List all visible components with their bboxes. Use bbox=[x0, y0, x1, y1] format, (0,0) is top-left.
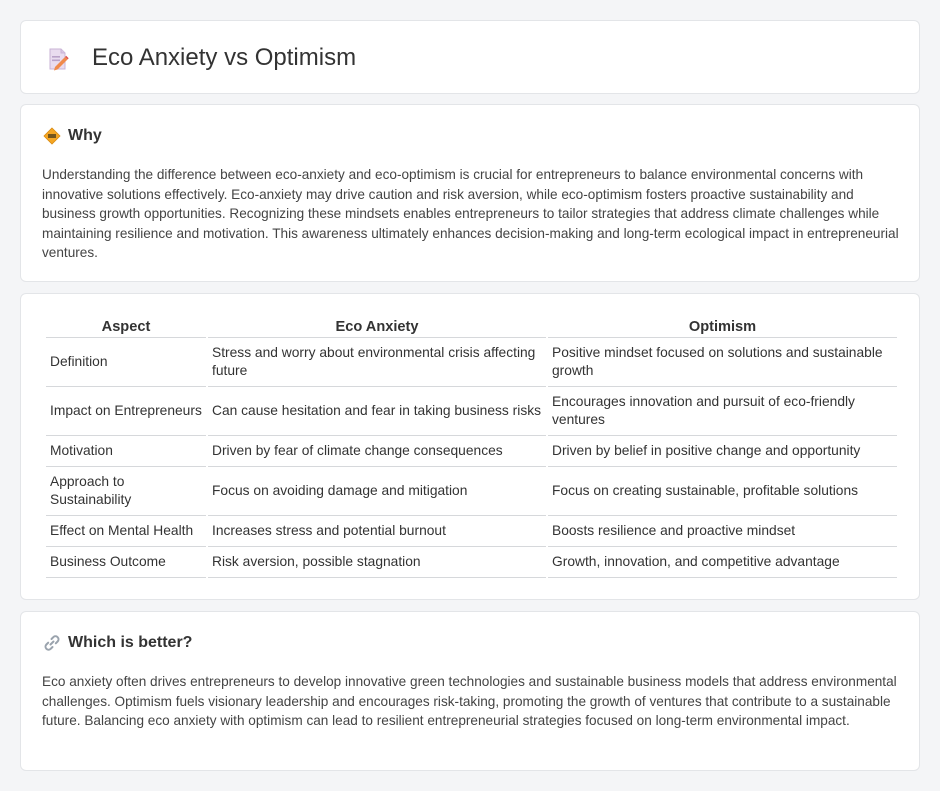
why-heading: Why bbox=[68, 127, 102, 144]
diamond-sign-icon bbox=[43, 127, 61, 145]
optimism-cell: Encourages innovation and pursuit of eco-friendly ventures bbox=[548, 387, 897, 436]
eco-anxiety-cell: Risk aversion, possible stagnation bbox=[208, 547, 546, 578]
document-pencil-icon bbox=[47, 47, 69, 71]
eco-anxiety-cell: Can cause hesitation and fear in taking business risks bbox=[208, 387, 546, 436]
table-row bbox=[46, 516, 897, 547]
optimism-cell: Boosts resilience and proactive mindset bbox=[548, 516, 897, 547]
table-row bbox=[46, 547, 897, 578]
optimism-cell: Positive mindset focused on solutions and sustainable growth bbox=[548, 338, 897, 387]
header-optimism: Optimism bbox=[548, 316, 897, 338]
comparison-table bbox=[44, 316, 899, 578]
aspect-cell: Effect on Mental Health bbox=[46, 516, 206, 547]
aspect-cell: Motivation bbox=[46, 436, 206, 467]
header-card bbox=[20, 20, 920, 94]
optimism-cell: Driven by belief in positive change and opportunity bbox=[548, 436, 897, 467]
which-is-better-section bbox=[20, 611, 920, 771]
eco-anxiety-cell: Increases stress and potential burnout bbox=[208, 516, 546, 547]
eco-anxiety-cell: Stress and worry about environmental crisis affecting future bbox=[208, 338, 546, 387]
table-row bbox=[46, 338, 897, 387]
link-icon bbox=[43, 634, 61, 652]
page-title: Eco Anxiety vs Optimism bbox=[92, 44, 357, 71]
optimism-cell: Focus on creating sustainable, profitable solutions bbox=[548, 467, 897, 516]
eco-anxiety-cell: Focus on avoiding damage and mitigation bbox=[208, 467, 546, 516]
why-text: Understanding the difference between eco-anxiety and eco-optimism is crucial for entrepreneurs to balance environmental concerns with innovative solutions effectively. Eco-anxiety may drive caution and risk aversion, while eco-optimism fosters proactive sustainability and business growth opportunities. Recognizing these mindsets enables entrepreneurs to tailor strategies that address climate challenges while maintaining resilience and motivation. This awareness ultimately enhances decision-making and long-term ecological impact in entrepreneurial ventures. bbox=[42, 167, 899, 261]
better-heading: Which is better? bbox=[68, 634, 193, 651]
aspect-cell: Approach to Sustainability bbox=[46, 467, 206, 516]
table-row bbox=[46, 467, 897, 516]
aspect-cell: Business Outcome bbox=[46, 547, 206, 578]
aspect-cell: Impact on Entrepreneurs bbox=[46, 387, 206, 436]
table-header-row bbox=[46, 316, 897, 338]
why-heading-row bbox=[43, 127, 102, 145]
aspect-cell: Definition bbox=[46, 338, 206, 387]
why-section bbox=[20, 104, 920, 282]
optimism-cell: Growth, innovation, and competitive advantage bbox=[548, 547, 897, 578]
better-text: Eco anxiety often drives entrepreneurs to develop innovative green technologies and sustainable business models that address environmental challenges. Optimism fuels visionary leadership and encourages risk-taking, promoting the growth of ventures that contribute to a sustainable future. Balancing eco anxiety with optimism can lead to resilient entrepreneurial strategies focused on long-term environmental impact. bbox=[42, 674, 897, 729]
table-row bbox=[46, 436, 897, 467]
header-eco-anxiety: Eco Anxiety bbox=[208, 316, 546, 338]
header-aspect: Aspect bbox=[46, 316, 206, 338]
better-heading-row bbox=[43, 634, 192, 652]
eco-anxiety-cell: Driven by fear of climate change consequences bbox=[208, 436, 546, 467]
comparison-section bbox=[20, 293, 920, 600]
table-row bbox=[46, 387, 897, 436]
